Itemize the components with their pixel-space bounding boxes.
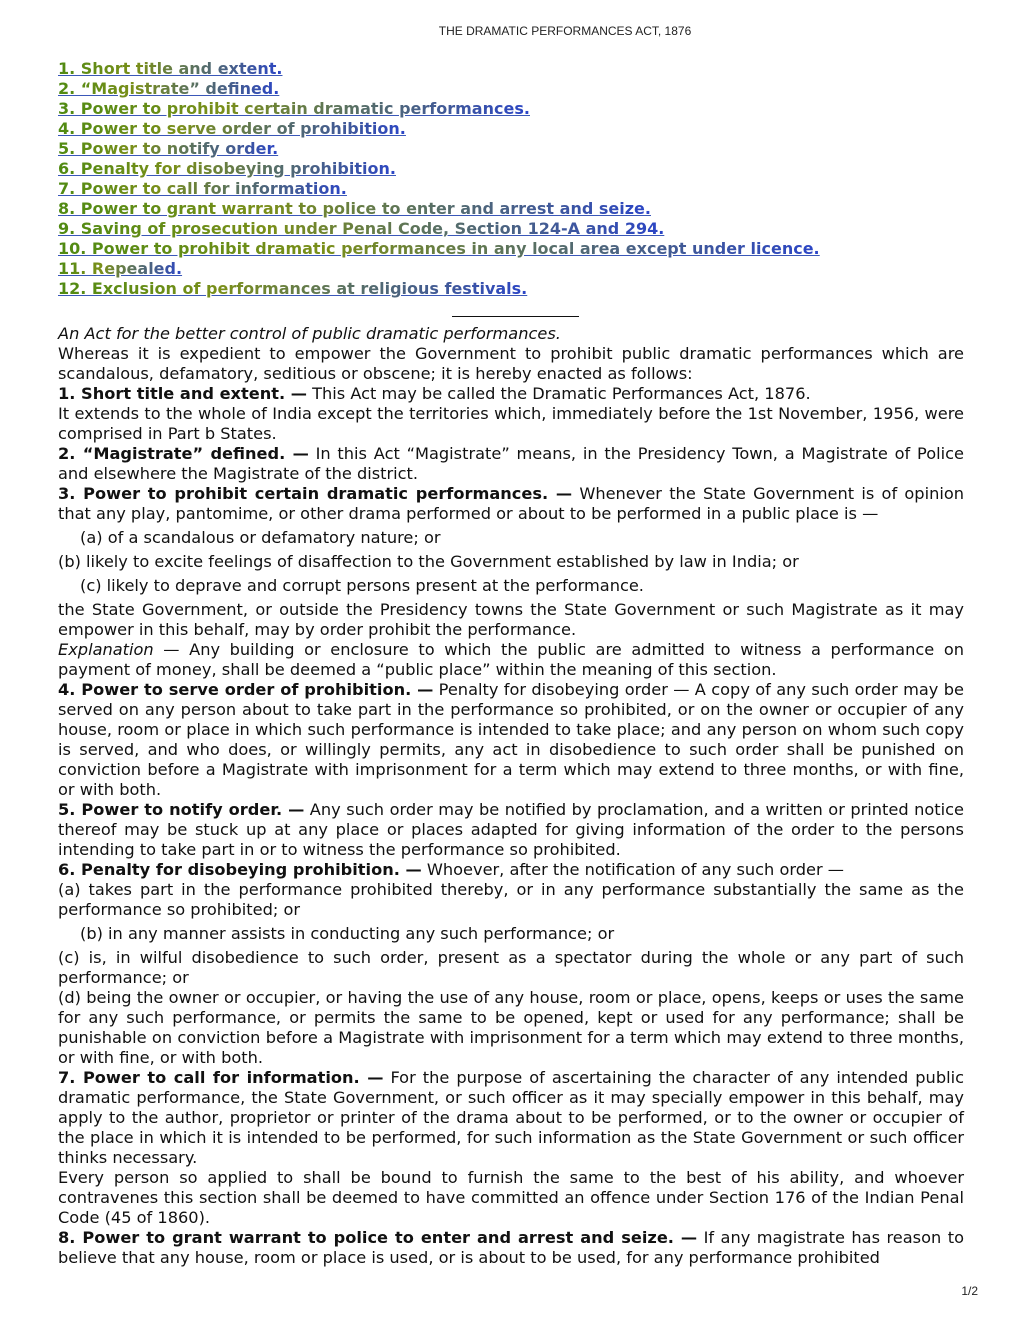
toc-link-2[interactable]: 2. “Magistrate” defined. xyxy=(58,79,280,98)
section-7-text-2: Every person so applied to shall be bound to furnish the same to the best of his ability, and whoever contravenes this section shall be deemed to have committed an offence under Section 176 of the Indian Penal Code (45 of 1860). xyxy=(58,1168,964,1227)
section-3-text: Whenever the State Government is of opinion that any play, pantomime, or other drama performed or about to be performed in a public place is — xyxy=(58,484,964,523)
section-8-text: If any magistrate has reason to believe that any house, room or place is used, or is about to be used, for any performance prohibited xyxy=(58,1228,964,1267)
section-5-text: Any such order may be notified by proclamation, and a written or printed notice thereof may be stuck up at any place or places adapted for giving information of the order to the persons intending to take part in or to witness the performance so prohibited. xyxy=(58,800,964,859)
toc-link-8[interactable]: 8. Power to grant warrant to police to enter and arrest and seize. xyxy=(58,199,651,218)
explanation-text: — Any building or enclosure to which the public are admitted to witness a performance on payment of money, shall be deemed a “public place” within the meaning of this section. xyxy=(58,640,964,679)
toc-link-3[interactable]: 3. Power to prohibit certain dramatic performances. xyxy=(58,99,530,118)
section-2-heading: 2. “Magistrate” defined. — xyxy=(58,444,309,463)
toc-link-4[interactable]: 4. Power to serve order of prohibition. xyxy=(58,119,406,138)
section-7-text: For the purpose of ascertaining the character of any intended public dramatic performance, the State Government, or such officer as it may specially empower in this behalf, may apply to the author, proprietor or printer of the drama about to be performed, or to the owner or occupier of the place in which it is intended to be performed, for such information as the State Government or such officer thinks necessary. xyxy=(58,1068,964,1167)
section-3-clause-b: (b) likely to excite feelings of disaffection to the Government established by law in India; or xyxy=(58,552,799,571)
section-1-heading: 1. Short title and extent. — xyxy=(58,384,307,403)
section-6-clause-d: (d) being the owner or occupier, or having the use of any house, room or place, opens, keeps or uses the same for any such performance, or permits the same to be opened, kept or used for any performance; shall be punishable on conviction before a Magistrate with imprisonment for a term which may extend to three months, or with fine, or with both. xyxy=(58,988,964,1067)
section-2-text: In this Act “Magistrate” means, in the Presidency Town, a Magistrate of Police and elsewhere the Magistrate of the district. xyxy=(58,444,964,483)
toc-link-12[interactable]: 12. Exclusion of performances at religious festivals. xyxy=(58,279,528,298)
section-6-text: Whoever, after the notification of any such order — xyxy=(421,860,844,879)
section-4-text: Penalty for disobeying order — A copy of any such order may be served on any person about to take part in the performance so prohibited, or on the owner or occupier of any house, room or place in which such performance is intended to take place; and any person on whom such copy is served, and who does, or willingly permits, any act in disobedience to such order shall be punished on conviction before a Magistrate with imprisonment for a term which may extend to three months, or with fine, or with both. xyxy=(58,680,964,799)
section-3-clause-a: (a) of a scandalous or defamatory nature; or xyxy=(80,528,441,547)
separator-rule xyxy=(452,316,579,317)
section-1 xyxy=(58,384,964,404)
table-of-contents xyxy=(58,59,958,299)
section-7-heading: 7. Power to call for information. — xyxy=(58,1068,384,1087)
section-1-extent: It extends to the whole of India except the territories which, immediately before the 1st November, 1956, were comprised in Part b States. xyxy=(58,404,964,443)
section-6-clause-b: (b) in any manner assists in conducting any such performance; or xyxy=(80,924,615,943)
section-3-heading: 3. Power to prohibit certain dramatic performances. — xyxy=(58,484,573,503)
section-3-conclusion: the State Government, or outside the Presidency towns the State Government or such Magistrate as it may empower in this behalf, may by order prohibit the performance. xyxy=(58,600,964,639)
preamble-text: Whereas it is expedient to empower the Government to prohibit public dramatic performances which are scandalous, defamatory, seditious or obscene; it is hereby enacted as follows: xyxy=(58,344,964,383)
section-6 xyxy=(58,860,964,880)
section-6-clause-c: (c) is, in wilful disobedience to such order, present as a spectator during the whole or any part of such performance; or xyxy=(58,948,964,987)
section-5-heading: 5. Power to notify order. — xyxy=(58,800,305,819)
section-3-clause-c: (c) likely to deprave and corrupt persons present at the performance. xyxy=(80,576,644,595)
section-3 xyxy=(58,484,964,524)
section-5 xyxy=(58,800,964,860)
preamble-title: An Act for the better control of public dramatic performances. xyxy=(58,324,561,343)
act-body xyxy=(58,324,964,1268)
toc-link-7[interactable]: 7. Power to call for information. xyxy=(58,179,347,198)
page-number: 1/2 xyxy=(961,1284,978,1298)
section-4-heading: 4. Power to serve order of prohibition. — xyxy=(58,680,434,699)
explanation-label: Explanation xyxy=(58,640,154,659)
toc-link-10[interactable]: 10. Power to prohibit dramatic performances in any local area except under licence. xyxy=(58,239,820,258)
section-3-explanation xyxy=(58,640,964,680)
page-header: THE DRAMATIC PERFORMANCES ACT, 1876 xyxy=(438,24,692,38)
section-7 xyxy=(58,1068,964,1168)
section-2 xyxy=(58,444,964,484)
toc-link-9[interactable]: 9. Saving of prosecution under Penal Code, Section 124-A and 294. xyxy=(58,219,665,238)
toc-link-5[interactable]: 5. Power to notify order. xyxy=(58,139,279,158)
toc-link-6[interactable]: 6. Penalty for disobeying prohibition. xyxy=(58,159,396,178)
toc-link-11[interactable]: 11. Repealed. xyxy=(58,259,183,278)
section-4 xyxy=(58,680,964,800)
section-8-heading: 8. Power to grant warrant to police to enter and arrest and seize. — xyxy=(58,1228,698,1247)
section-6-clause-a: (a) takes part in the performance prohibited thereby, or in any performance substantially the same as the performance so prohibited; or xyxy=(58,880,964,919)
section-1-text: This Act may be called the Dramatic Performances Act, 1876. xyxy=(306,384,811,403)
toc-link-1[interactable]: 1. Short title and extent. xyxy=(58,59,283,78)
section-8 xyxy=(58,1228,964,1268)
section-6-heading: 6. Penalty for disobeying prohibition. — xyxy=(58,860,422,879)
